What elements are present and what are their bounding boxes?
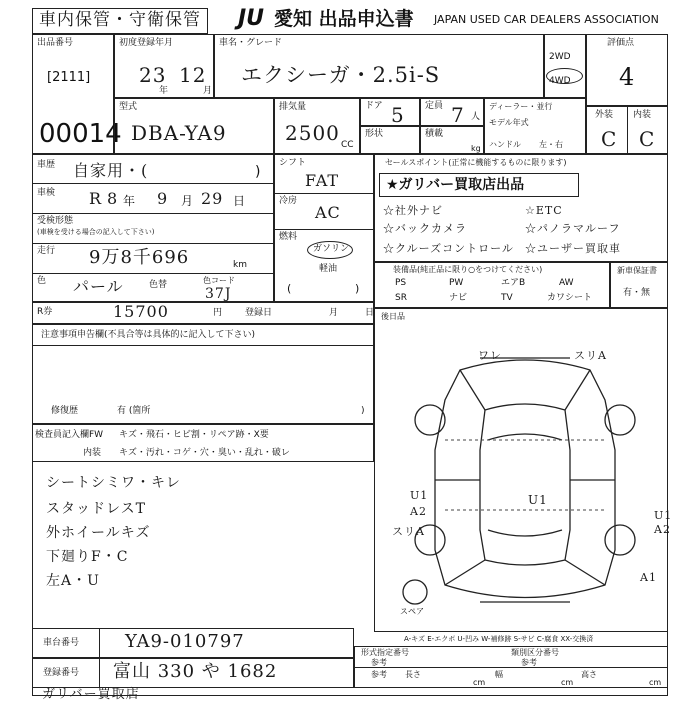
- drive-box: [544, 34, 586, 98]
- ref-label-1: 参考: [371, 658, 387, 667]
- damage-center: U1: [528, 493, 548, 507]
- displacement-box: [274, 98, 360, 154]
- ju-logo: JU: [238, 6, 265, 31]
- repair-close: ): [361, 406, 365, 416]
- exterior-grade: C: [601, 127, 618, 151]
- diagram-box: 後日品: [374, 308, 668, 632]
- plate-row: [32, 658, 354, 688]
- inspector-row1: キズ・飛石・ヒビ割・リペア跡・X要: [119, 430, 269, 440]
- ref-label-3: 参考: [371, 670, 387, 679]
- length-cm: cm: [473, 678, 486, 687]
- history-close: ): [255, 164, 261, 180]
- load-box: [420, 126, 484, 154]
- selling-point-3: ☆バックカメラ: [383, 222, 467, 235]
- equip-leather-seat: カワシート: [547, 293, 593, 303]
- warranty-box: [610, 262, 668, 308]
- selling-point-5: ☆クルーズコントロール: [383, 242, 514, 255]
- car-name-label: 車名・グレード: [219, 38, 283, 48]
- first-reg-label: 初度登録年月: [119, 38, 174, 48]
- inspection-day: 29: [201, 189, 224, 208]
- warranty-value: 有・無: [623, 288, 651, 298]
- fuel-diesel: 軽油: [319, 264, 338, 274]
- inspector-note-4: 下廻りF・C: [46, 549, 129, 565]
- lot-number: 00014: [39, 119, 122, 149]
- recycle-row: [32, 302, 374, 324]
- spare-label: スペア: [400, 607, 424, 616]
- storage-stamp-text: 車内保管・守衛保管: [39, 10, 201, 30]
- handle-label: ハンドル: [489, 140, 521, 149]
- chassis-label: 車台番号: [43, 638, 80, 648]
- capacity-box: [420, 98, 484, 126]
- score-value: 4: [619, 63, 635, 91]
- load-label: 積載: [425, 129, 444, 139]
- fuel-paren-close: ): [355, 282, 360, 295]
- month-unit: 月: [203, 86, 213, 96]
- inspector-note-2: スタッドレスT: [46, 501, 146, 517]
- capacity-unit: 人: [471, 112, 481, 122]
- damage-top-right: スリA: [574, 349, 607, 362]
- doors-label: ドア: [365, 101, 383, 111]
- inspector-label: 検査員記入欄: [35, 430, 90, 440]
- reception-note: (車検を受ける場合の記入して下さい): [37, 228, 155, 236]
- ext-int-box: [586, 106, 668, 154]
- selling-points-label: セールスポイント(正常に機能するものに限ります): [385, 158, 567, 167]
- selling-point-1: ☆社外ナビ: [383, 204, 443, 217]
- lot-bracket: [2111]: [47, 70, 91, 85]
- equip-navi: ナビ: [449, 293, 468, 303]
- dealer-label: ディーラー・並行: [489, 102, 553, 111]
- doors-value: 5: [391, 103, 405, 127]
- equip-aw: AW: [559, 278, 574, 288]
- reception-label: 受検形態: [37, 216, 74, 226]
- lot-label: 出品番号: [37, 38, 74, 48]
- reg-date-label: 登録日: [245, 308, 273, 318]
- interior-grade: C: [639, 127, 656, 151]
- score-label: 評価点: [607, 38, 635, 48]
- inspector-row2: キズ・汚れ・コゲ・穴・臭い・乱れ・破レ: [119, 448, 290, 458]
- damage-top-left: ワレ: [478, 349, 502, 362]
- cc-unit: CC: [341, 140, 354, 150]
- shift-label: シフト: [279, 158, 307, 168]
- inspector-note-3: 外ホイールキズ: [46, 525, 151, 541]
- color-code-value: 37J: [205, 286, 232, 302]
- first-registration-box: [114, 34, 214, 98]
- inspection-r: R: [89, 189, 103, 208]
- doors-box: [360, 98, 420, 126]
- warranty-label: 新車保証書: [617, 266, 657, 275]
- damage-left-2: A2: [410, 505, 427, 518]
- chassis-row: [32, 628, 354, 658]
- shape-number-label: 形式指定番号: [361, 648, 409, 657]
- inspector-note-5: 左A・U: [46, 573, 100, 589]
- length-label: 長さ: [405, 670, 421, 679]
- damage-left-3: スリA: [392, 525, 425, 538]
- plate-value: 富山 330 や 1682: [113, 661, 278, 682]
- year-unit: 年: [159, 86, 169, 96]
- equip-airbag: エアB: [501, 278, 526, 288]
- model-label: 型式: [119, 102, 138, 112]
- notes-label: 注意事項申告欄(不具合等は具体的に記入して下さい): [41, 330, 256, 340]
- car-name-value: エクシーガ・2.5i-S: [241, 63, 441, 87]
- inspector-interior: 内装: [83, 448, 102, 458]
- repair-value: 有 (箇所: [117, 406, 151, 416]
- transmission-box: [274, 154, 374, 302]
- gulliver-banner: [379, 173, 579, 197]
- drive-2wd: 2WD: [549, 52, 571, 62]
- association-name: JAPAN USED CAR DEALERS ASSOCIATION: [434, 13, 659, 26]
- color-label: 色: [37, 276, 47, 286]
- first-reg-month: 12: [179, 63, 207, 87]
- first-reg-year: 23: [139, 63, 167, 87]
- inspector-note-1: シートシミワ・キレ: [46, 475, 181, 491]
- recycle-label: R券: [37, 307, 53, 317]
- footer-dealer: ガリバー買取店: [42, 687, 140, 702]
- equip-pw: PW: [449, 278, 464, 288]
- reg-month: 月: [329, 308, 339, 318]
- shape-label: 形状: [365, 129, 384, 139]
- color-code-label: 色コード: [203, 276, 235, 285]
- inspection-m-unit: 月: [181, 194, 194, 208]
- selling-point-2: ☆ETC: [525, 204, 563, 217]
- height-label: 高さ: [581, 670, 597, 679]
- capacity-value: 7: [451, 103, 465, 127]
- selling-point-4: ☆パノラマルーフ: [525, 222, 621, 235]
- mileage-label: 走行: [37, 246, 56, 256]
- handle-value: 左・右: [539, 140, 563, 149]
- km-unit: km: [233, 260, 247, 270]
- selling-point-6: ☆ユーザー買取車: [525, 242, 621, 255]
- damage-right-3: A1: [640, 571, 657, 584]
- color-swap-label: 色替: [149, 280, 168, 290]
- recycle-value: 15700: [113, 302, 169, 321]
- inspector-box: [32, 424, 374, 462]
- aircon-value: AC: [315, 203, 341, 222]
- inspection-year: 8: [107, 189, 119, 208]
- color-value: パール: [73, 277, 124, 296]
- height-cm: cm: [649, 678, 662, 687]
- repair-label: 修復歴: [51, 406, 79, 416]
- ref-label-2: 参考: [521, 658, 537, 667]
- inspection-month: 9: [157, 189, 169, 208]
- equip-ps: PS: [395, 278, 407, 288]
- history-box: [32, 154, 274, 302]
- displacement-value: 2500: [285, 121, 340, 145]
- yen-unit: 円: [213, 308, 223, 318]
- dealer-box: [484, 98, 586, 154]
- history-value: 自家用・(: [73, 161, 149, 180]
- fuel-gasoline: ガソリン: [313, 244, 350, 254]
- inspection-d-unit: 日: [233, 194, 246, 208]
- damage-left-1: U1: [410, 489, 429, 502]
- width-cm: cm: [561, 678, 574, 687]
- width-label: 幅: [495, 670, 503, 679]
- drive-4wd: 4WD: [549, 76, 571, 86]
- inspection-y-unit: 年: [123, 194, 136, 208]
- dimensions-box: [354, 646, 668, 688]
- fuel-label: 燃料: [279, 232, 298, 242]
- shape-box: [360, 126, 420, 154]
- inspection-label: 車検: [37, 188, 56, 198]
- car-name-box: [214, 34, 544, 98]
- inspector-fw: FW: [89, 430, 104, 440]
- equipment-box: [374, 262, 610, 308]
- damage-right-2: A2: [654, 523, 671, 536]
- kg-unit: kg: [471, 144, 481, 153]
- storage-stamp: [32, 8, 208, 34]
- capacity-label: 定員: [425, 101, 444, 111]
- damage-legend: A-キズ E-エクボ U-凹み W-補修跡 S-サビ C-腐食 XX-交換済: [404, 635, 594, 643]
- equip-tv: TV: [501, 293, 513, 303]
- model-value: DBA-YA9: [131, 121, 227, 145]
- model-box: [114, 98, 274, 154]
- displacement-label: 排気量: [279, 102, 307, 112]
- lot-box: [32, 34, 122, 154]
- chassis-value: YA9-010797: [125, 631, 245, 652]
- gulliver-banner-text: ★ガリバー買取店出品: [386, 177, 525, 193]
- exterior-label: 外装: [595, 110, 614, 120]
- damage-right-1: U1: [654, 509, 673, 522]
- reg-day: 日: [365, 308, 375, 318]
- model-year-label: モデル年式: [489, 118, 529, 127]
- selling-points-box: [374, 154, 668, 262]
- fuel-paren-open: (: [287, 282, 292, 295]
- form-title: 愛知 出品申込書: [274, 8, 414, 30]
- history-label: 車歴: [37, 160, 56, 170]
- equipment-label: 装備品(純正品に限り○をつけてください): [393, 265, 543, 274]
- notes-box: [32, 324, 374, 424]
- score-box: [586, 34, 668, 106]
- shift-value: FAT: [305, 171, 340, 190]
- car-damage-diagram: [390, 340, 660, 630]
- mileage-value: 9万8千696: [89, 247, 190, 268]
- equip-sr: SR: [395, 293, 407, 303]
- plate-label: 登録番号: [43, 668, 80, 678]
- interior-label: 内装: [633, 110, 652, 120]
- class-number-label: 類別区分番号: [511, 648, 559, 657]
- aircon-label: 冷房: [279, 196, 298, 206]
